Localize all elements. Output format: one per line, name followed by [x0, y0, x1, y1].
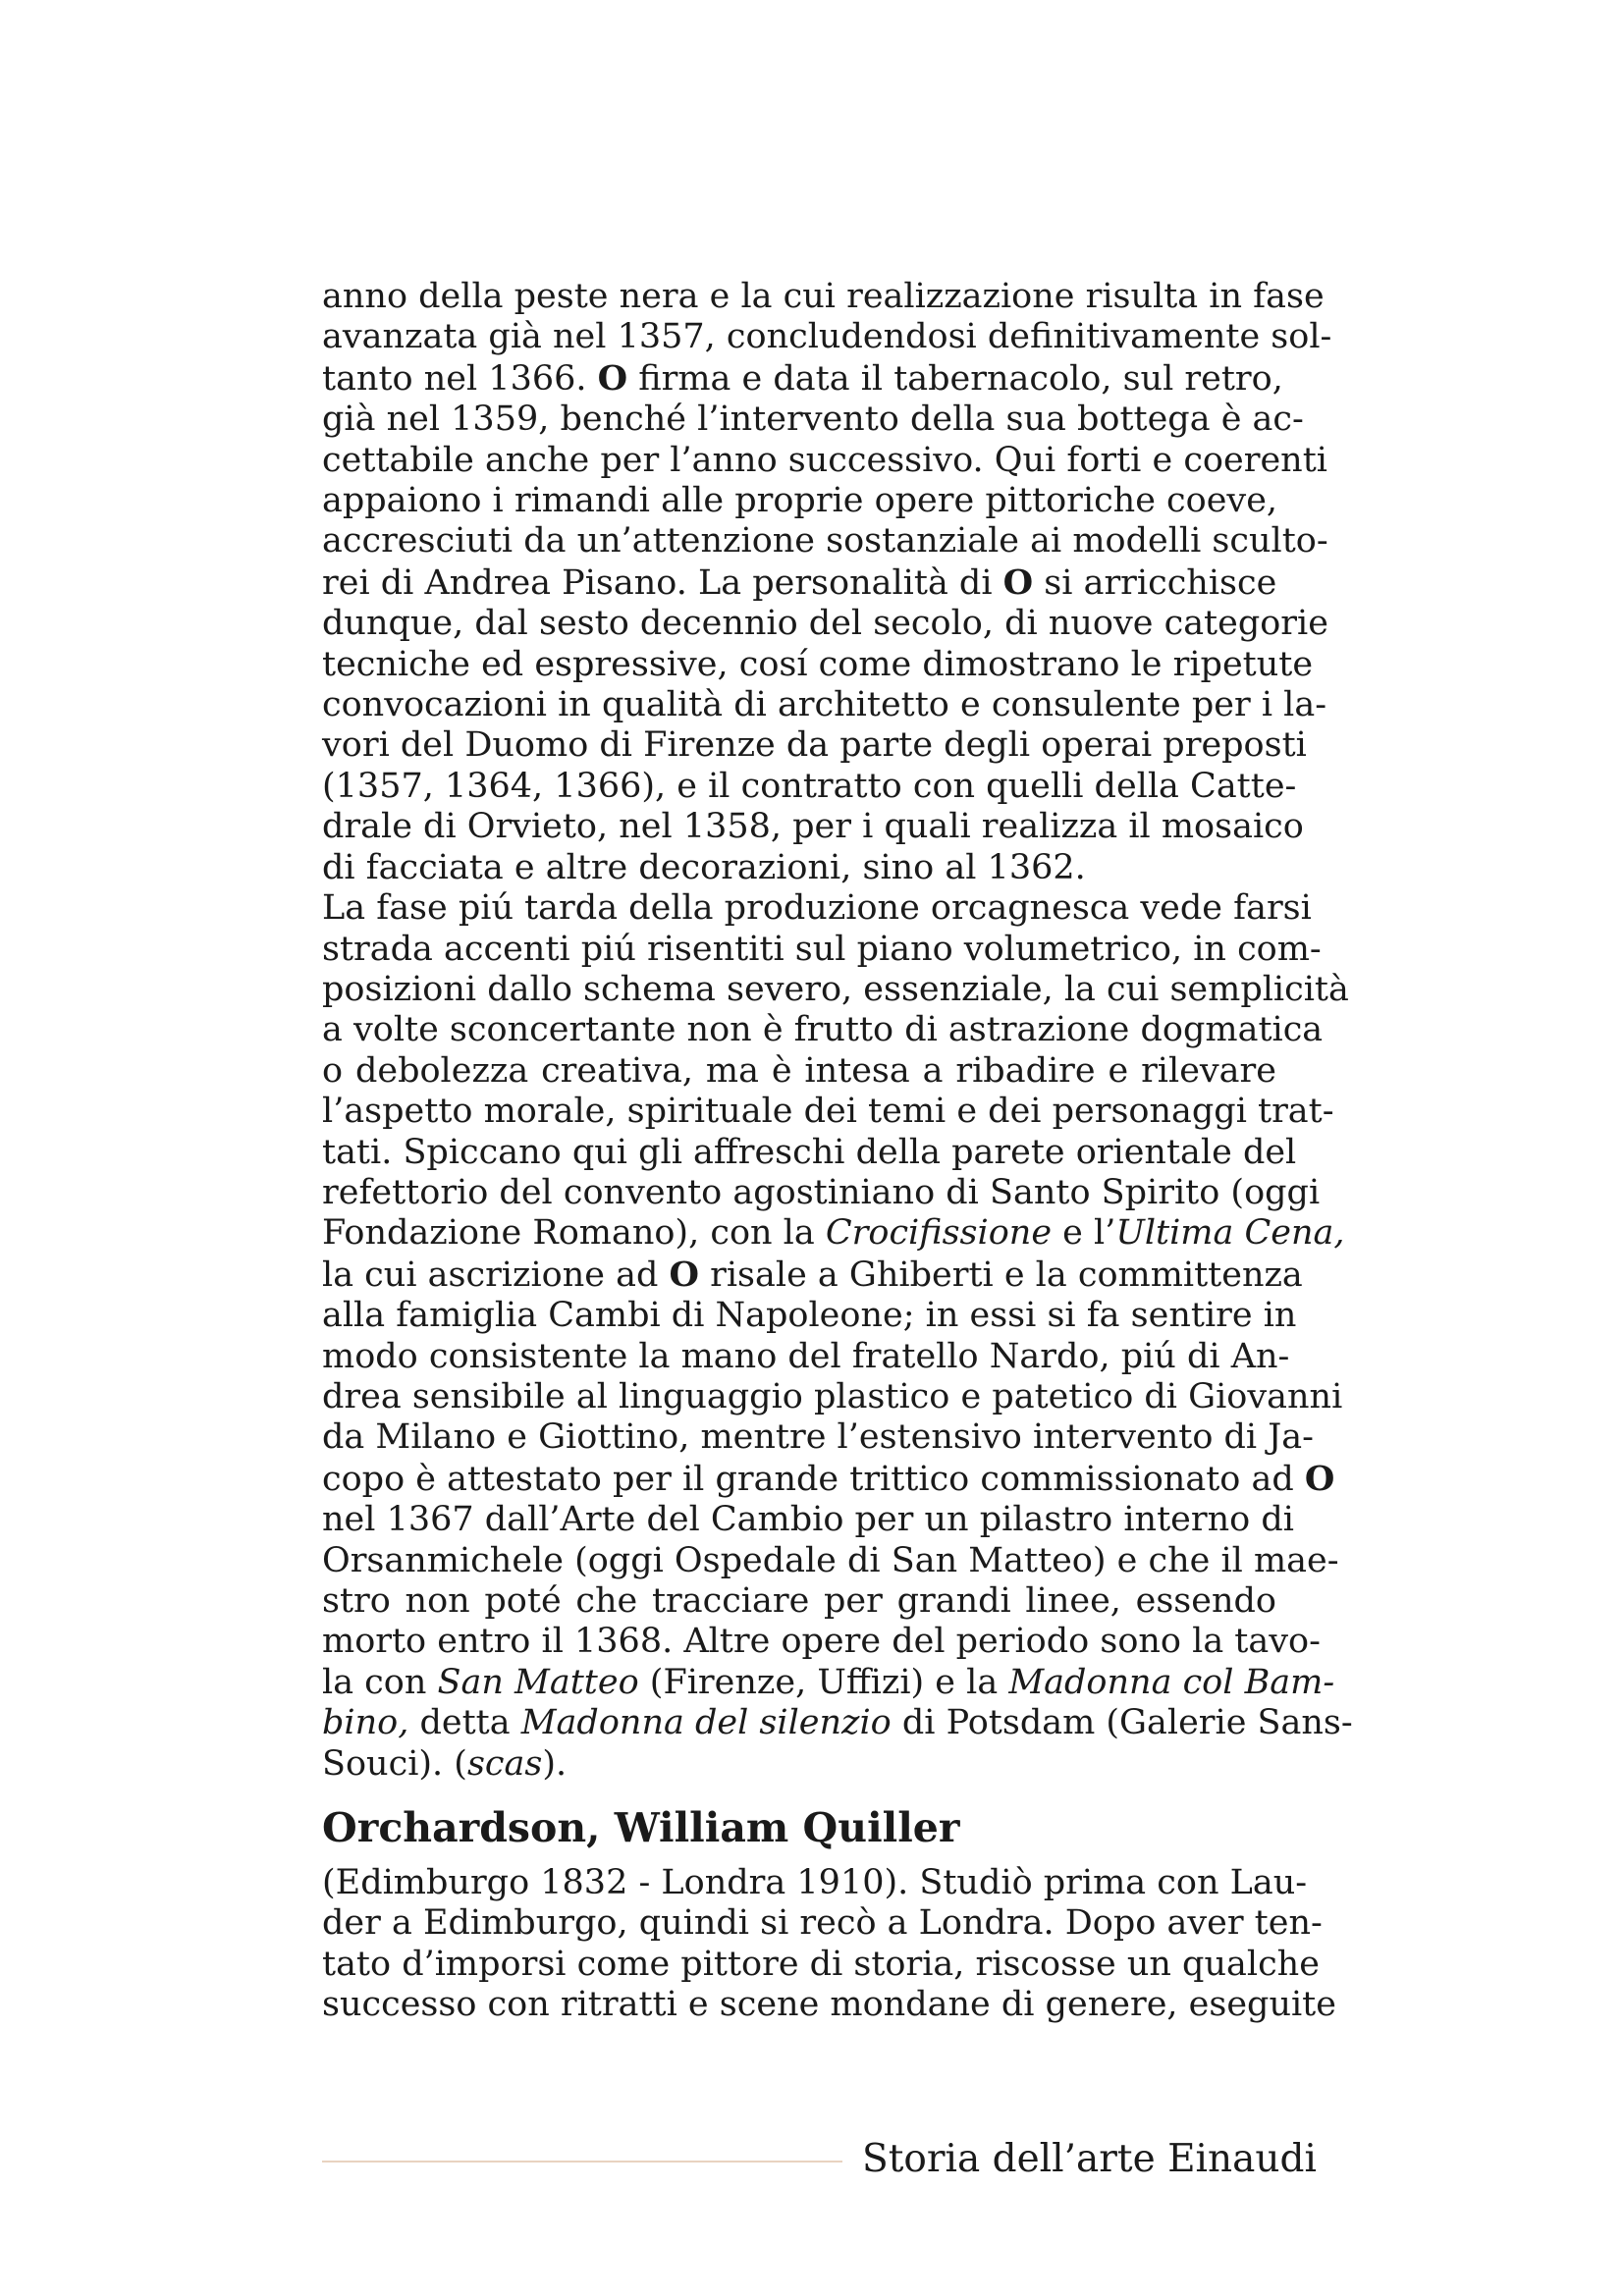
artwork-title: San Matteo	[437, 1662, 639, 1702]
text-run: di Potsdam (Galerie Sans-	[891, 1703, 1353, 1743]
text-run: anno della peste nera e la cui realizzazione risulta in fase	[322, 277, 1325, 316]
text-run: tati. Spiccano qui gli affreschi della parete orientale del	[322, 1132, 1297, 1172]
text-run: detta	[408, 1703, 521, 1743]
text-run: risale a Ghiberti e la committenza	[699, 1255, 1303, 1295]
text-run: o debolezza creativa, ma è intesa a ribadire e rilevare	[322, 1050, 1276, 1091]
text-run: drale di Orvieto, nel 1358, per i quali realizza il mosaico	[322, 807, 1304, 847]
text-run: refettorio del convento agostiniano di Santo Spirito (oggi	[322, 1172, 1321, 1212]
artwork-title: Crocifissione	[825, 1213, 1053, 1254]
text-line	[322, 807, 1304, 847]
text-run: copo è attestato per il grande trittico commissionato ad	[322, 1459, 1305, 1499]
text-line	[322, 521, 1328, 561]
text-line	[322, 1540, 1339, 1581]
text-line	[322, 604, 1328, 644]
text-line	[322, 1336, 1290, 1377]
text-line	[322, 1376, 1343, 1417]
artwork-title: Madonna del silenzio	[520, 1703, 892, 1743]
text-run: La fase piú tarda della produzione orcagnesca vede farsi	[322, 888, 1312, 929]
artwork-title: Madonna col Bam-	[1008, 1662, 1335, 1702]
text-line	[322, 1662, 1335, 1703]
text-run: avanzata già nel 1357, concludendosi definitivamente sol-	[322, 317, 1332, 357]
text-run: drea sensibile al linguaggio plastico e patetico di Giovanni	[322, 1376, 1343, 1416]
artwork-title: scas	[466, 1743, 543, 1784]
text-line	[322, 1132, 1297, 1173]
text-run: accresciuti da un’attenzione sostanziale ai modelli sculto-	[322, 521, 1328, 561]
text-line	[322, 1985, 1336, 2025]
text-run: l’aspetto morale, spirituale dei temi e dei personaggi trat-	[322, 1092, 1334, 1132]
text-line	[322, 1622, 1321, 1662]
article-text	[322, 277, 1353, 1785]
text-run: morto entro il 1368. Altre opere del periodo sono la tavo-	[322, 1622, 1321, 1662]
text-run: di facciata e altre decorazioni, sino al 1362.	[322, 847, 1086, 887]
text-run: tecniche ed espressive, cosí come dimostrano le ripetute	[322, 644, 1314, 684]
artist-abbreviation: O	[1304, 1458, 1335, 1499]
footer-rule	[322, 2161, 842, 2163]
text-run: strada accenti piú risentiti sul piano volumetrico, in com-	[322, 929, 1322, 969]
text-line	[322, 481, 1276, 521]
text-run: la cui ascrizione ad	[322, 1255, 670, 1295]
text-line	[322, 1254, 1303, 1296]
text-run: posizioni dallo schema severo, essenziale, la cui semplicità	[322, 969, 1349, 1009]
text-line	[322, 1458, 1335, 1500]
text-run: ).	[542, 1743, 568, 1784]
entry-text	[322, 1863, 1336, 2026]
text-run: (1357, 1364, 1366), e il contratto con quelli della Catte-	[322, 766, 1297, 806]
text-run: nel 1367 dall’Arte del Cambio per un pilastro interno di	[322, 1500, 1294, 1540]
text-line	[322, 1863, 1308, 1903]
text-line	[322, 766, 1297, 807]
text-run: cettabile anche per l’anno successivo. Qui forti e coerenti	[322, 440, 1327, 480]
text-run: convocazioni in qualità di architetto e consulente per i la-	[322, 685, 1327, 725]
text-run: successo con ritratti e scene mondane di genere, eseguite	[322, 1985, 1336, 2025]
text-line	[322, 562, 1276, 604]
text-line	[322, 1172, 1321, 1213]
text-line	[322, 725, 1307, 766]
text-run: si arricchisce	[1033, 562, 1277, 603]
text-line	[322, 1581, 1276, 1622]
text-run: dunque, dal sesto decennio del secolo, di nuove categorie	[322, 604, 1328, 644]
text-line	[322, 277, 1325, 317]
artwork-title: bino,	[322, 1703, 409, 1743]
text-run: appaiono i rimandi alle proprie opere pittoriche coeve,	[322, 481, 1278, 521]
text-run: Fondazione Romano), con la	[322, 1213, 826, 1254]
text-run: da Milano e Giottino, mentre l’estensivo intervento di Ja-	[322, 1417, 1314, 1458]
text-line	[322, 685, 1327, 725]
text-run: la con	[322, 1662, 438, 1702]
footer-label: Storia dell’arte Einaudi	[862, 2137, 1317, 2181]
text-line	[322, 1903, 1323, 1944]
text-run: firma e data il tabernacolo, sul retro,	[627, 358, 1283, 399]
text-line	[322, 644, 1314, 685]
text-line	[322, 1296, 1297, 1336]
text-run: der a Edimburgo, quindi si recò a Londra. Dopo aver ten-	[322, 1903, 1323, 1944]
text-line	[322, 1744, 1276, 1785]
text-line	[322, 1051, 1276, 1092]
text-run: modo consistente la mano del fratello Nardo, piú di An-	[322, 1336, 1290, 1376]
entry-title: Orchardson, William Quiller	[322, 1804, 960, 1851]
artist-abbreviation: O	[597, 357, 628, 399]
text-line	[322, 317, 1332, 357]
text-run: vori del Duomo di Firenze da parte degli operai preposti	[322, 725, 1307, 766]
text-run: alla famiglia Cambi di Napoleone; in essi si fa sentire in	[322, 1296, 1297, 1336]
text-line	[322, 400, 1304, 440]
text-run: (Edimburgo 1832 - Londra 1910). Studiò prima con Lau-	[322, 1863, 1308, 1902]
text-line	[322, 1703, 1353, 1743]
text-run: e l’	[1052, 1213, 1116, 1254]
text-run: stro non poté che tracciare per grandi linee, essendo	[322, 1581, 1276, 1621]
text-run: rei di Andrea Pisano. La personalità di	[322, 562, 1003, 603]
text-run: tato d’imporsi come pittore di storia, riscosse un qualche	[322, 1944, 1320, 1984]
text-line	[322, 1092, 1334, 1132]
text-run: a volte sconcertante non è frutto di astrazione dogmatica	[322, 1010, 1324, 1050]
artist-abbreviation: O	[669, 1254, 699, 1295]
artwork-title: Ultima Cena,	[1115, 1213, 1345, 1254]
text-line	[322, 1213, 1345, 1254]
text-line	[322, 440, 1327, 481]
text-line	[322, 969, 1349, 1010]
text-line	[322, 1417, 1314, 1458]
text-line	[322, 1944, 1320, 1985]
text-run: già nel 1359, benché l’intervento della sua bottega è ac-	[322, 400, 1304, 440]
text-line	[322, 357, 1283, 400]
text-run: (Firenze, Uffizi) e la	[638, 1662, 1009, 1702]
text-run: Orsanmichele (oggi Ospedale di San Matteo) e che il mae-	[322, 1540, 1339, 1580]
text-line	[322, 888, 1312, 929]
text-line	[322, 1500, 1294, 1540]
text-line	[322, 1010, 1324, 1050]
text-line	[322, 848, 1276, 888]
text-line	[322, 929, 1322, 970]
text-run: tanto nel 1366.	[322, 358, 598, 399]
artist-abbreviation: O	[1002, 561, 1034, 603]
text-run: Souci). (	[322, 1743, 467, 1784]
